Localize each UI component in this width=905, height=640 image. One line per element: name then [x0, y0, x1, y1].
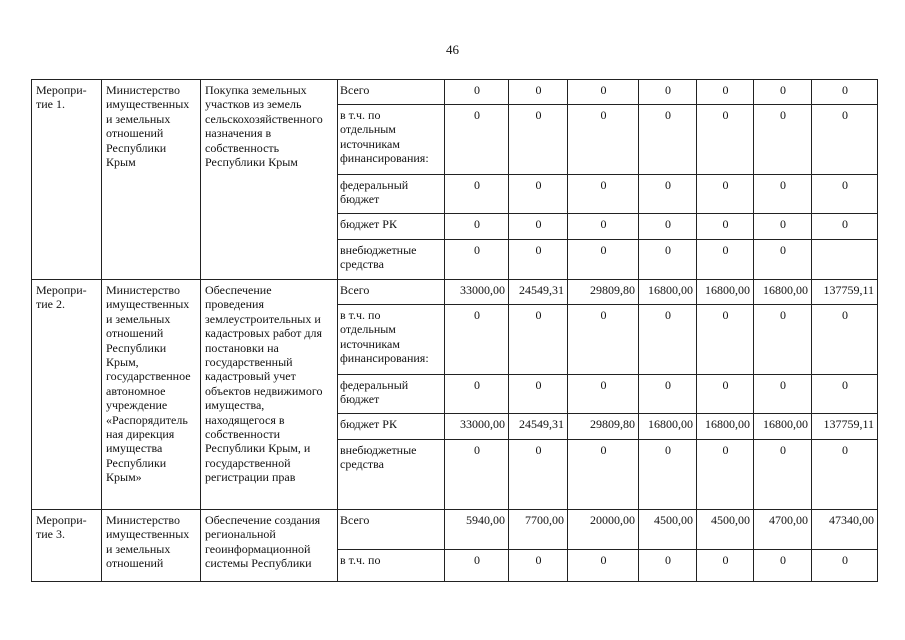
activity-name-cell: Обеспечение проведения землеустроительных и кадастровых работ для постановки на государственный кадастровый учет объектов недвижимого имущества, находящегося в собственности Республики Крым, и государственной регистрации прав: [201, 280, 338, 510]
amount-cell: 0: [639, 440, 697, 510]
amount-cell: 0: [509, 105, 568, 175]
funding-source-cell: внебюджетные средства: [338, 440, 445, 510]
amount-cell: 0: [697, 214, 754, 240]
activity-name-cell: Покупка земельных участков из земель сельскохозяйственного назначения в собственность Республики Крым: [201, 80, 338, 280]
amount-cell: 0: [445, 214, 509, 240]
amount-cell: 0: [445, 240, 509, 280]
amount-cell: 29809,80: [568, 280, 639, 305]
amount-cell: 0: [639, 550, 697, 582]
amount-cell: 0: [812, 375, 878, 414]
amount-cell: 0: [445, 550, 509, 582]
amount-cell: 0: [812, 305, 878, 375]
amount-cell: 137759,11: [812, 280, 878, 305]
amount-cell: 0: [697, 440, 754, 510]
amount-cell: 0: [754, 375, 812, 414]
amount-cell: 0: [754, 305, 812, 375]
funding-source-cell: Всего: [338, 280, 445, 305]
executor-cell: Министерство имущественных и земельных отношений Республики Крым: [102, 80, 201, 280]
amount-cell: 7700,00: [509, 510, 568, 550]
funding-source-cell: Всего: [338, 510, 445, 550]
amount-cell: 0: [697, 175, 754, 214]
amount-cell: 0: [754, 80, 812, 105]
funding-source-cell: внебюджетные средства: [338, 240, 445, 280]
amount-cell: 0: [812, 80, 878, 105]
amount-cell: 33000,00: [445, 280, 509, 305]
amount-cell: 0: [812, 214, 878, 240]
amount-cell: 0: [445, 175, 509, 214]
amount-cell: 0: [568, 440, 639, 510]
event-cell: Меропри- тие 3.: [32, 510, 102, 582]
page-number: 46: [446, 42, 459, 57]
amount-cell: 0: [445, 305, 509, 375]
amount-cell: 0: [754, 175, 812, 214]
amount-cell: 0: [445, 105, 509, 175]
amount-cell: 0: [639, 375, 697, 414]
amount-cell: 0: [812, 175, 878, 214]
amount-cell: 16800,00: [697, 280, 754, 305]
amount-cell: 0: [697, 375, 754, 414]
amount-cell: 0: [445, 440, 509, 510]
executor-cell: Министерство имущественных и земельных отношений Республики Крым, государственное автономное учреждение «Распорядитель ная дирекция имущества Республики Крым»: [102, 280, 201, 510]
amount-cell: 0: [568, 214, 639, 240]
amount-cell: 0: [812, 105, 878, 175]
table-row: [32, 510, 878, 550]
amount-cell: 24549,31: [509, 280, 568, 305]
funding-source-cell: в т.ч. по отдельным источникам финансирования:: [338, 105, 445, 175]
amount-cell: 24549,31: [509, 414, 568, 440]
executor-cell: Министерство имущественных и земельных отношений: [102, 510, 201, 582]
amount-cell: 0: [639, 175, 697, 214]
table-row: [32, 280, 878, 305]
amount-cell: 0: [509, 175, 568, 214]
amount-cell: 0: [509, 440, 568, 510]
amount-cell: 0: [639, 80, 697, 105]
amount-cell: 0: [509, 214, 568, 240]
amount-cell: 16800,00: [697, 414, 754, 440]
amount-cell: 5940,00: [445, 510, 509, 550]
amount-cell: 0: [697, 80, 754, 105]
amount-cell: 0: [568, 80, 639, 105]
amount-cell: 0: [639, 305, 697, 375]
amount-cell: 16800,00: [639, 280, 697, 305]
funding-source-cell: в т.ч. по: [338, 550, 445, 582]
amount-cell: 0: [568, 105, 639, 175]
amount-cell: 0: [697, 105, 754, 175]
amount-cell: 0: [754, 440, 812, 510]
amount-cell: 20000,00: [568, 510, 639, 550]
amount-cell: 0: [754, 550, 812, 582]
amount-cell: 0: [754, 240, 812, 280]
amount-cell: 0: [697, 550, 754, 582]
funding-table: [31, 79, 878, 582]
amount-cell: 0: [639, 214, 697, 240]
amount-cell: 4700,00: [754, 510, 812, 550]
amount-cell: 0: [697, 240, 754, 280]
amount-cell: 0: [509, 240, 568, 280]
funding-source-cell: бюджет РК: [338, 214, 445, 240]
amount-cell: 0: [639, 240, 697, 280]
amount-cell: 0: [445, 375, 509, 414]
amount-cell: 0: [568, 305, 639, 375]
amount-cell: 0: [509, 550, 568, 582]
activity-name-cell: Обеспечение создания региональной геоинформационной системы Республики: [201, 510, 338, 582]
amount-cell: 0: [754, 105, 812, 175]
amount-cell: 0: [445, 80, 509, 105]
amount-cell: 0: [509, 80, 568, 105]
amount-cell: 0: [754, 214, 812, 240]
amount-cell: [812, 240, 878, 280]
amount-cell: 0: [509, 305, 568, 375]
funding-source-cell: Всего: [338, 80, 445, 105]
amount-cell: 16800,00: [754, 280, 812, 305]
amount-cell: 33000,00: [445, 414, 509, 440]
amount-cell: 4500,00: [697, 510, 754, 550]
amount-cell: 4500,00: [639, 510, 697, 550]
event-cell: Меропри- тие 2.: [32, 280, 102, 510]
amount-cell: 0: [697, 305, 754, 375]
amount-cell: 137759,11: [812, 414, 878, 440]
amount-cell: 29809,80: [568, 414, 639, 440]
table-row: [32, 80, 878, 105]
amount-cell: 47340,00: [812, 510, 878, 550]
event-cell: Меропри- тие 1.: [32, 80, 102, 280]
amount-cell: 16800,00: [639, 414, 697, 440]
amount-cell: 0: [568, 175, 639, 214]
funding-source-cell: федеральный бюджет: [338, 175, 445, 214]
funding-source-cell: в т.ч. по отдельным источникам финансирования:: [338, 305, 445, 375]
amount-cell: 0: [639, 105, 697, 175]
amount-cell: 0: [568, 550, 639, 582]
amount-cell: 0: [812, 550, 878, 582]
funding-source-cell: бюджет РК: [338, 414, 445, 440]
amount-cell: 0: [812, 440, 878, 510]
amount-cell: 0: [509, 375, 568, 414]
amount-cell: 16800,00: [754, 414, 812, 440]
amount-cell: 0: [568, 240, 639, 280]
funding-source-cell: федеральный бюджет: [338, 375, 445, 414]
amount-cell: 0: [568, 375, 639, 414]
